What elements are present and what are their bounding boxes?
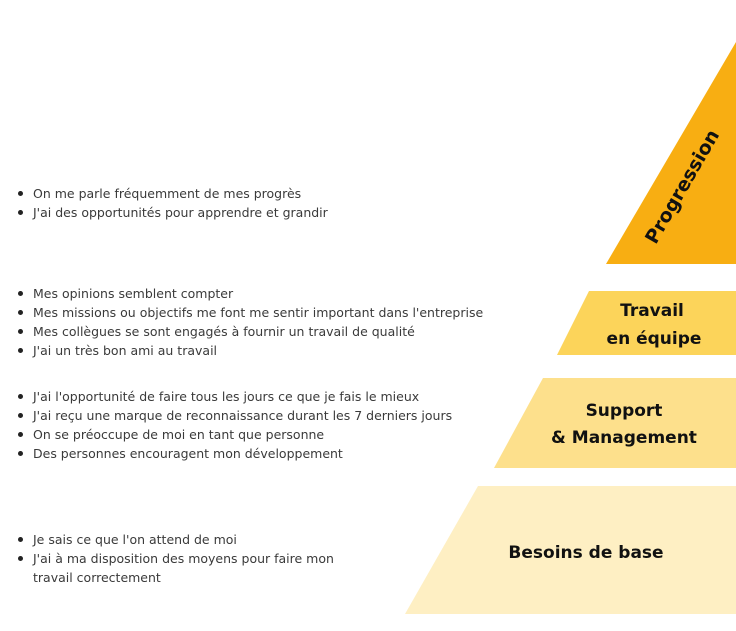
tier-support-label-line1: Support <box>585 401 663 421</box>
list-item: J'ai à ma disposition des moyens pour faire mon travail correctement <box>15 549 355 587</box>
list-item: On se préoccupe de moi en tant que personne <box>15 425 495 444</box>
tier-travail-label-line1: Travail <box>620 301 684 321</box>
list-item: J'ai l'opportunité de faire tous les jours ce que je fais le mieux <box>15 387 495 406</box>
tier-progression-shape <box>606 42 736 264</box>
list-item: Je sais ce que l'on attend de moi <box>15 530 355 549</box>
list-item: Mes missions ou objectifs me font me sentir important dans l'entreprise <box>15 303 515 322</box>
tier-support-shape <box>494 378 736 468</box>
list-item: J'ai des opportunités pour apprendre et grandir <box>15 203 435 222</box>
list-item: J'ai reçu une marque de reconnaissance durant les 7 derniers jours <box>15 406 495 425</box>
besoins-list <box>15 530 355 587</box>
tier-support-label-line2: & Management <box>551 428 697 448</box>
tier-besoins-label: Besoins de base <box>508 543 664 563</box>
list-item: Des personnes encouragent mon développement <box>15 444 495 463</box>
list-item: Mes collègues se sont engagés à fournir un travail de qualité <box>15 322 515 341</box>
tier-progression-label: Progression <box>641 125 725 248</box>
list-item: Mes opinions semblent compter <box>15 284 515 303</box>
list-item: On me parle fréquemment de mes progrès <box>15 184 435 203</box>
support-list <box>15 387 495 463</box>
list-item: J'ai un très bon ami au travail <box>15 341 515 360</box>
travail-list <box>15 284 515 360</box>
progression-list <box>15 184 435 222</box>
tier-travail-label-line2: en équipe <box>606 329 702 349</box>
